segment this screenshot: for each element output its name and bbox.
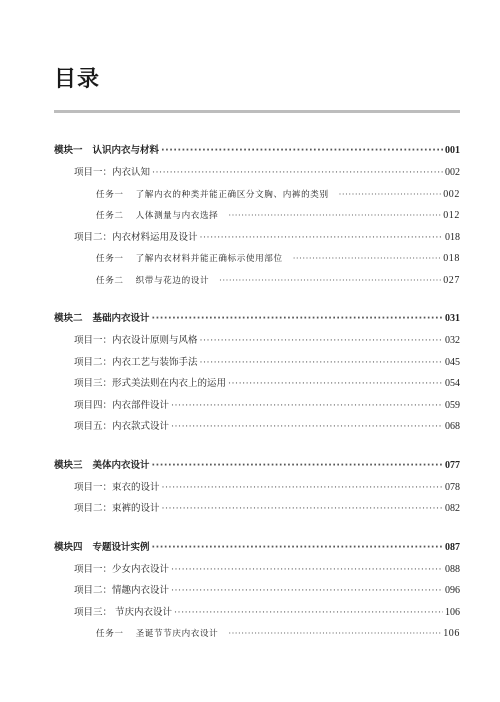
page-number: 032: [445, 335, 460, 346]
module-number: 模块四: [54, 541, 83, 553]
task-label: [96, 249, 283, 271]
toc-project-entry[interactable]: [54, 330, 460, 352]
page-number: 096: [445, 585, 460, 596]
dot-leader: [161, 140, 443, 162]
toc-project-entry[interactable]: [54, 373, 460, 395]
dot-leader: [293, 249, 441, 271]
page-number: 018: [443, 253, 460, 264]
page-number: 078: [445, 481, 460, 493]
dot-leader: [152, 455, 443, 477]
toc-module-entry[interactable]: [54, 537, 460, 559]
page-number: 087: [445, 541, 460, 553]
task-name: 圣诞节节庆内衣设计: [135, 629, 219, 639]
module-spacer: [54, 520, 460, 537]
dot-leader: [228, 373, 443, 395]
toc-project-entry[interactable]: [54, 227, 460, 249]
module-name: 认识内衣与材料: [92, 145, 160, 156]
task-label: [96, 271, 209, 293]
toc-task-entry[interactable]: [54, 623, 460, 645]
title-divider: [54, 110, 460, 113]
toc-project-entry[interactable]: [54, 395, 460, 417]
toc-project-entry[interactable]: [54, 162, 460, 184]
task-name: 织带与花边的设计: [135, 275, 210, 286]
page-number: 031: [445, 313, 460, 324]
page-number: 002: [443, 188, 460, 200]
toc-task-entry[interactable]: [54, 248, 460, 270]
task-number: 任务二: [96, 211, 124, 221]
toc-task-entry[interactable]: [54, 205, 460, 227]
toc-task-entry[interactable]: [54, 184, 460, 206]
module-number: 模块二: [54, 313, 83, 324]
toc-task-entry[interactable]: [54, 270, 460, 292]
module-name: 美体内衣设计: [92, 459, 150, 471]
dot-leader: [171, 559, 443, 581]
dot-leader: [228, 206, 441, 228]
toc-project-entry[interactable]: [54, 580, 460, 602]
page-number: 027: [443, 274, 460, 286]
module-number: 模块一: [54, 145, 83, 156]
project-label: 项目一：束衣的设计: [74, 481, 160, 493]
project-label: 项目一：内衣设计原则与风格: [74, 335, 198, 346]
table-of-contents: [54, 140, 460, 645]
page-number: 077: [445, 459, 460, 471]
toc-module-entry[interactable]: [54, 308, 460, 330]
page-title: 目录: [54, 67, 101, 92]
dot-leader: [162, 477, 443, 499]
toc-project-entry[interactable]: [54, 477, 460, 499]
page-number: 059: [445, 399, 460, 411]
dot-leader: [162, 498, 443, 520]
project-label: 项目二：束裤的设计: [74, 503, 160, 514]
toc-project-entry[interactable]: [54, 602, 460, 624]
dot-leader: [228, 624, 441, 646]
dot-leader: [200, 330, 443, 352]
page-number: 106: [443, 628, 460, 639]
module-label: [54, 455, 150, 477]
toc-module-entry[interactable]: [54, 455, 460, 477]
page-number: 001: [445, 145, 460, 156]
project-label: 项目五：内衣款式设计: [74, 421, 170, 432]
dot-leader: [200, 227, 443, 249]
dot-leader: [219, 271, 441, 293]
page-number: 068: [445, 421, 460, 432]
dot-leader: [174, 602, 443, 624]
dot-leader: [152, 162, 443, 184]
dot-leader: [339, 185, 442, 207]
task-number: 任务一: [96, 189, 124, 200]
dot-leader: [152, 537, 443, 559]
page-number: 002: [445, 167, 460, 178]
page-number: 082: [445, 503, 460, 514]
page-number: 088: [445, 563, 460, 575]
toc-project-entry[interactable]: [54, 498, 460, 520]
module-number: 模块三: [54, 459, 83, 471]
dot-leader: [171, 395, 443, 417]
page-number: 106: [445, 606, 460, 618]
project-label: 项目二：情趣内衣设计: [74, 585, 170, 596]
dot-leader: [171, 580, 443, 602]
dot-leader: [171, 416, 443, 438]
module-label: [54, 308, 150, 330]
project-label: 项目三：形式美法则在内衣上的运用: [74, 378, 227, 389]
dot-leader: [200, 352, 443, 374]
module-spacer: [54, 291, 460, 308]
module-name: 基础内衣设计: [92, 313, 150, 324]
project-label: 项目二：内衣工艺与装饰手法: [74, 356, 198, 368]
task-label: [96, 185, 329, 207]
project-label: 项目二：内衣材料运用及设计: [74, 231, 198, 243]
task-name: 了解内衣材料并能正确标示使用部位: [135, 254, 283, 264]
toc-project-entry[interactable]: [54, 559, 460, 581]
project-label: 项目三： 节庆内衣设计: [74, 606, 173, 618]
task-name: 人体测量与内衣选择: [135, 211, 219, 221]
task-label: [96, 624, 218, 646]
task-name: 了解内衣的种类并能正确区分文胸、内裤的类别: [135, 189, 329, 200]
toc-project-entry[interactable]: [54, 352, 460, 374]
task-number: 任务一: [96, 254, 124, 264]
page-number: 045: [445, 356, 460, 368]
module-name: 专题设计实例: [92, 541, 150, 553]
module-spacer: [54, 438, 460, 455]
task-label: [96, 206, 218, 228]
page-number: 012: [443, 210, 460, 221]
task-number: 任务二: [96, 275, 124, 286]
page-number: 054: [445, 378, 460, 389]
page-number: 018: [445, 231, 460, 243]
toc-module-entry[interactable]: [54, 140, 460, 162]
task-number: 任务一: [96, 629, 124, 639]
project-label: 项目一：少女内衣设计: [74, 563, 170, 575]
project-label: 项目四：内衣部件设计: [74, 399, 170, 411]
toc-project-entry[interactable]: [54, 416, 460, 438]
module-label: [54, 537, 150, 559]
project-label: 项目一：内衣认知: [74, 167, 151, 178]
module-label: [54, 140, 159, 162]
dot-leader: [152, 308, 443, 330]
